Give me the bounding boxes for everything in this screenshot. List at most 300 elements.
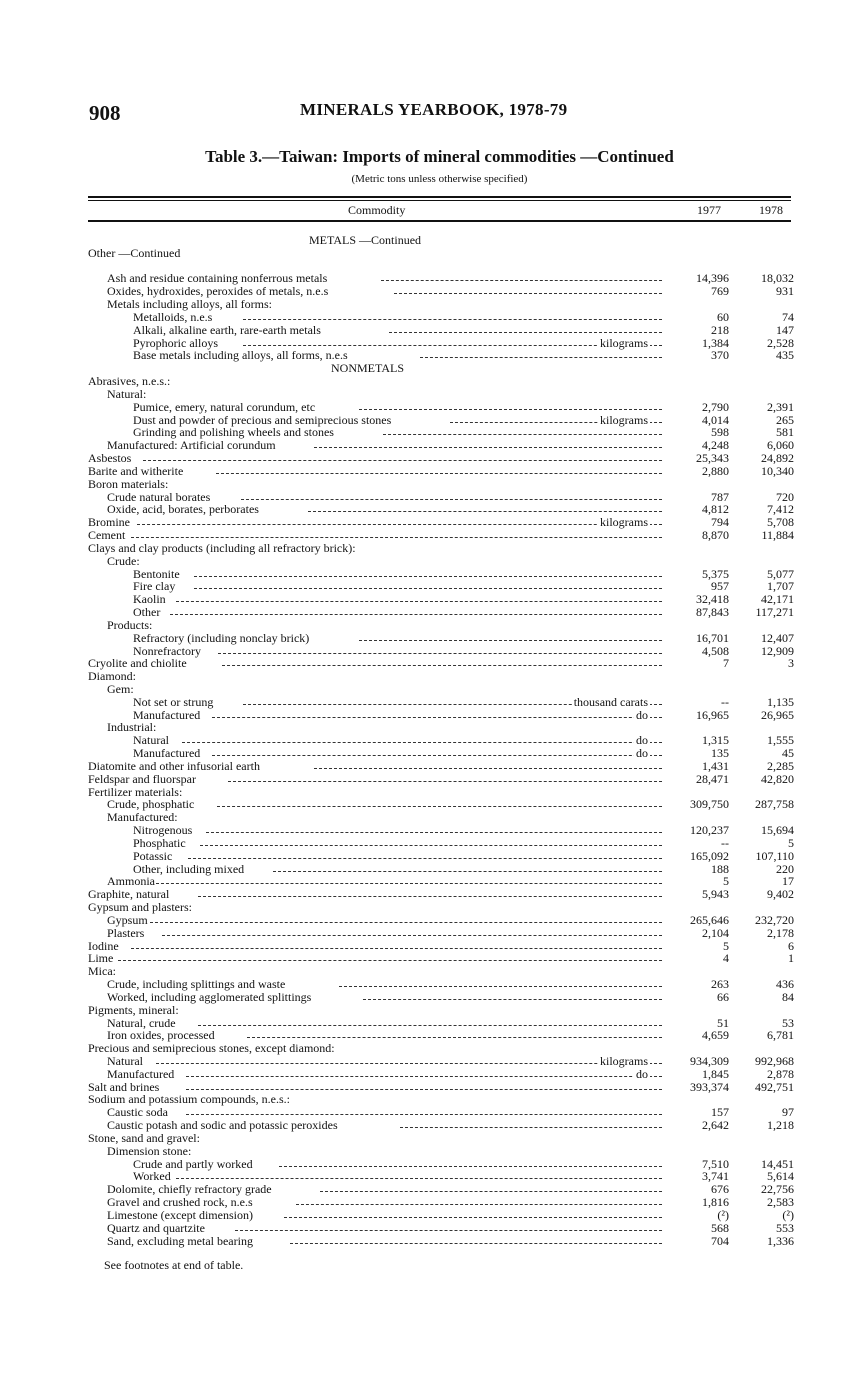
dot-leader	[212, 717, 662, 718]
cell-1977: 2,880	[702, 463, 729, 478]
dot-leader	[186, 1089, 663, 1090]
cell-1978: (²)	[782, 1207, 794, 1222]
row-label: Pumice, emery, natural corundum, etc	[133, 399, 316, 414]
cell-1978: 2,878	[767, 1066, 794, 1081]
table-row	[0, 901, 867, 914]
cell-1978: 42,171	[761, 592, 794, 607]
dot-leader	[194, 576, 662, 577]
cell-1977: 370	[711, 348, 729, 363]
cell-1977: 5	[723, 874, 729, 889]
dot-leader	[314, 768, 662, 769]
cell-1978: 117,271	[755, 605, 794, 620]
table-row	[0, 465, 867, 478]
cell-1977: 2,642	[702, 1118, 729, 1133]
cell-1977: 265,646	[690, 912, 729, 927]
dot-leader	[206, 832, 662, 833]
dot-leader	[198, 896, 662, 897]
column-header-1977: 1977	[697, 203, 721, 217]
table-row	[0, 991, 867, 1004]
dot-leader	[131, 948, 662, 949]
row-label: Cement	[88, 528, 126, 543]
row-label: Alkali, alkaline earth, rare-earth metals	[133, 322, 321, 337]
table-row	[0, 1222, 867, 1235]
dot-leader	[182, 742, 662, 743]
row-label: Worked, including agglomerated splittings	[107, 989, 312, 1004]
table-row	[0, 683, 867, 696]
row-label: Diamond:	[88, 669, 136, 684]
cell-1978: 42,820	[761, 771, 794, 786]
row-label: Worked	[133, 1169, 171, 1184]
row-label: Dust and powder of precious and semiprecious stones	[133, 412, 392, 427]
row-label: Crude natural borates	[107, 489, 211, 504]
cell-1978: 436	[776, 977, 794, 992]
cell-1978: 2,178	[767, 925, 794, 940]
cell-1977: 1,431	[702, 758, 729, 773]
cell-1978: 435	[776, 348, 794, 363]
table-subtitle-text: (Metric tons unless otherwise specified)	[351, 173, 528, 185]
row-label: Crude:	[107, 553, 140, 568]
cell-1977: 2,104	[702, 925, 729, 940]
table-row	[0, 478, 867, 491]
cell-1977: 4	[723, 951, 729, 966]
cell-1978: 15,694	[761, 823, 794, 838]
cell-1977: 87,843	[696, 605, 729, 620]
cell-1978: 97	[782, 1105, 794, 1120]
running-title: MINERALS YEARBOOK, 1978-79	[300, 100, 568, 119]
row-label: Precious and semiprecious stones, except diamond:	[88, 1041, 335, 1056]
cell-1978: 6	[788, 938, 794, 953]
cell-1978: 6,781	[767, 1028, 794, 1043]
dot-leader	[194, 588, 662, 589]
row-label: Cryolite and chiolite	[88, 656, 187, 671]
row-label: Sodium and potassium compounds, n.e.s.:	[88, 1092, 290, 1107]
dot-leader	[308, 511, 662, 512]
row-unit: do	[636, 707, 648, 722]
dot-leader	[243, 319, 662, 320]
row-label: Crude, including splittings and waste	[107, 977, 286, 992]
cell-1977: 66	[717, 989, 729, 1004]
table-row	[0, 555, 867, 568]
cell-1977: 309,750	[690, 797, 729, 812]
table-row	[0, 401, 867, 414]
dot-leader	[200, 845, 662, 846]
table-row	[0, 824, 867, 837]
cell-1977: 2,790	[702, 399, 729, 414]
row-label: Natural, crude	[107, 1015, 176, 1030]
cell-1978: 492,751	[755, 1079, 794, 1094]
cell-1977: 28,471	[696, 771, 729, 786]
top-rule	[88, 196, 791, 198]
row-label: Limestone (except dimension)	[107, 1207, 253, 1222]
table-subtitle	[0, 173, 867, 185]
cell-1978: 7,412	[767, 502, 794, 517]
page-number: 908	[89, 101, 121, 125]
table-title	[0, 147, 867, 167]
cell-1977: --	[721, 835, 729, 850]
cell-1977: 1,845	[702, 1066, 729, 1081]
table-row	[0, 1055, 867, 1068]
table-row	[0, 516, 867, 529]
dot-leader	[400, 1127, 662, 1128]
dot-leader	[170, 614, 663, 615]
dot-leader	[247, 1037, 662, 1038]
dot-leader	[131, 537, 662, 538]
dot-leader	[216, 473, 662, 474]
cell-1977: 4,812	[702, 502, 729, 517]
dot-leader	[212, 755, 662, 756]
row-unit: kilograms	[600, 1054, 648, 1068]
cell-1978: 1,218	[767, 1118, 794, 1133]
row-unit: kilograms	[600, 335, 648, 350]
dot-leader	[186, 1076, 662, 1077]
table-row	[0, 375, 867, 388]
table-row	[0, 529, 867, 542]
cell-1978: 17	[782, 874, 794, 889]
table-row	[0, 619, 867, 632]
cell-1977: 794	[711, 515, 729, 530]
cell-1978: 53	[782, 1015, 794, 1030]
row-label: Gypsum and plasters:	[88, 900, 192, 915]
row-label: Other, including mixed	[133, 861, 245, 876]
table-row	[0, 324, 867, 337]
row-label: Metals including alloys, all forms:	[107, 297, 272, 312]
dot-leader	[359, 409, 662, 410]
row-label: Pigments, mineral:	[88, 1002, 179, 1017]
row-label: Feldspar and fluorspar	[88, 771, 196, 786]
cell-1978: 1,555	[767, 733, 794, 748]
dot-leader	[222, 665, 662, 666]
row-label: Graphite, natural	[88, 887, 170, 902]
row-label: Manufactured:	[107, 810, 178, 825]
table-row	[0, 940, 867, 953]
table-row	[0, 952, 867, 965]
cell-1977: 4,248	[702, 438, 729, 453]
top-rule-thin	[88, 200, 791, 201]
row-label: Base metals including alloys, all forms, n.e.s	[133, 348, 348, 363]
row-label: Oxide, acid, borates, perborates	[107, 502, 259, 517]
cell-1977: 957	[711, 579, 729, 594]
dot-leader	[143, 460, 662, 461]
row-label: Industrial:	[107, 720, 157, 735]
cell-1978: 1,135	[767, 694, 794, 709]
dot-leader	[241, 499, 662, 500]
row-label: Plasters	[107, 925, 145, 940]
dot-leader	[217, 806, 662, 807]
dot-leader	[279, 1166, 662, 1167]
table-row	[0, 388, 867, 401]
dot-leader	[156, 1063, 662, 1064]
table-row	[0, 452, 867, 465]
row-label: Manufactured	[107, 1066, 175, 1081]
row-label: Sand, excluding metal bearing	[107, 1233, 253, 1248]
dot-leader	[339, 986, 662, 987]
row-unit: kilograms	[600, 515, 648, 530]
column-header-commodity: Commodity	[348, 203, 406, 217]
column-header-1978: 1978	[759, 203, 783, 217]
table-row	[0, 927, 867, 940]
cell-1977: 4,659	[702, 1028, 729, 1043]
table-row	[0, 734, 867, 747]
table-row	[0, 298, 867, 311]
row-label: Ash and residue containing nonferrous metals	[107, 271, 328, 286]
cell-1978: 12,909	[761, 643, 794, 658]
row-label: Manufactured	[133, 707, 201, 722]
dot-leader	[389, 332, 662, 333]
table-row	[0, 1158, 867, 1171]
row-label: Natural	[107, 1054, 143, 1068]
section-heading-label: NONMETALS	[331, 361, 405, 376]
dot-leader	[156, 883, 662, 884]
row-label: Bentonite	[133, 566, 180, 581]
table-row	[0, 696, 867, 709]
dot-leader	[235, 1230, 662, 1231]
cell-1978: 1,336	[767, 1233, 794, 1248]
cell-1977: 32,418	[696, 592, 729, 607]
cell-1977: 676	[711, 1182, 729, 1197]
cell-1978: 10,340	[761, 463, 794, 478]
row-label: Fire clay	[133, 579, 176, 594]
row-label: Crude and partly worked	[133, 1156, 253, 1171]
table-row	[0, 773, 867, 786]
dot-leader	[296, 1204, 662, 1205]
dot-leader	[383, 434, 662, 435]
table-row	[0, 503, 867, 516]
table-row	[0, 1132, 867, 1145]
row-label: Gem:	[107, 681, 134, 696]
row-label: Phosphatic	[133, 835, 186, 850]
cell-1978: 2,583	[767, 1195, 794, 1210]
cell-1977: 16,701	[696, 630, 729, 645]
table-row	[0, 760, 867, 773]
cell-1977: 7	[723, 656, 729, 671]
row-label: Caustic soda	[107, 1105, 168, 1120]
cell-1978: 2,528	[767, 335, 794, 350]
section-heading	[0, 234, 867, 247]
dot-leader	[284, 1217, 662, 1218]
row-label: Pyrophoric alloys	[133, 335, 218, 350]
table-row	[0, 1196, 867, 1209]
cell-1977: 188	[711, 861, 729, 876]
row-label: Stone, sand and gravel:	[88, 1130, 200, 1145]
cell-1978: 12,407	[761, 630, 794, 645]
cell-1977: 598	[711, 425, 729, 440]
cell-1977: 934,309	[690, 1054, 729, 1068]
cell-1977: 7,510	[702, 1156, 729, 1171]
cell-1977: 25,343	[696, 451, 729, 466]
cell-1978: 992,968	[755, 1054, 794, 1068]
cell-1978: 1,707	[767, 579, 794, 594]
row-label: Natural:	[107, 386, 147, 401]
cell-1977: 135	[711, 746, 729, 761]
table-row	[0, 349, 867, 362]
row-unit: thousand carats	[573, 694, 648, 709]
cell-1978: 5,708	[767, 515, 794, 530]
row-label: Oxides, hydroxides, peroxides of metals, n.e.s	[107, 284, 329, 299]
cell-1978: 11,884	[761, 528, 794, 543]
table-row	[0, 632, 867, 645]
row-label: Boron materials:	[88, 476, 169, 491]
cell-1978: 2,285	[767, 758, 794, 773]
cell-1977: 8,870	[702, 528, 729, 543]
cell-1978: 3	[788, 656, 794, 671]
header-bottom-rule	[88, 220, 791, 222]
row-label: Manufactured	[133, 746, 201, 761]
row-unit: do	[636, 1066, 648, 1081]
row-label: Bromine	[88, 515, 130, 530]
cell-1978: 220	[776, 861, 794, 876]
table-row	[0, 914, 867, 927]
cell-1978: 26,965	[761, 707, 794, 722]
row-label: Caustic potash and sodic and potassic peroxides	[107, 1118, 338, 1133]
row-label: Iodine	[88, 938, 119, 953]
row-label: Barite and witherite	[88, 463, 184, 478]
cell-1977: 16,965	[696, 707, 729, 722]
row-label: Mica:	[88, 964, 116, 979]
table-title-text: Table 3.—Taiwan: Imports of mineral commodities —Continued	[205, 147, 674, 166]
cell-1978: 581	[776, 425, 794, 440]
dot-leader	[218, 653, 662, 654]
row-label: Metalloids, n.e.s	[133, 309, 213, 324]
row-label: Grinding and polishing wheels and stones	[133, 425, 334, 440]
dot-leader	[176, 1178, 662, 1179]
cell-1978: 107,110	[755, 848, 794, 863]
cell-1978: 5,614	[767, 1169, 794, 1184]
table-row	[0, 337, 867, 350]
row-unit: do	[636, 746, 648, 761]
footnote: See footnotes at end of table.	[104, 1258, 244, 1272]
table-row	[0, 1068, 867, 1081]
cell-1978: 720	[776, 489, 794, 504]
table-row	[0, 1235, 867, 1248]
cell-1978: 18,032	[761, 271, 794, 286]
table-row	[0, 1145, 867, 1158]
table-row	[0, 1209, 867, 1222]
row-label: Quartz and quartzite	[107, 1220, 205, 1235]
dot-leader	[186, 1114, 662, 1115]
cell-1978: 5	[788, 835, 794, 850]
row-label: Diatomite and other infusorial earth	[88, 758, 260, 773]
row-label: Gypsum	[107, 912, 148, 927]
cell-1978: 22,756	[761, 1182, 794, 1197]
dot-leader	[176, 601, 662, 602]
table-body	[0, 234, 867, 1247]
cell-1978: 287,758	[755, 797, 794, 812]
row-label: Potassic	[133, 848, 173, 863]
section-heading-label: METALS —Continued	[309, 233, 422, 247]
cell-1977: 5,943	[702, 887, 729, 902]
table-row	[0, 850, 867, 863]
table-row	[0, 414, 867, 427]
cell-1978: 84	[782, 989, 794, 1004]
row-label: Salt and brines	[88, 1079, 160, 1094]
cell-1978: 553	[776, 1220, 794, 1235]
row-label: Refractory (including nonclay brick)	[133, 630, 310, 645]
cell-1977: 51	[717, 1015, 729, 1030]
dot-leader	[314, 447, 662, 448]
cell-1977: 769	[711, 284, 729, 299]
cell-1978: 45	[782, 746, 794, 761]
cell-1977: 568	[711, 1220, 729, 1235]
row-label: Nitrogenous	[133, 823, 193, 838]
row-unit: kilograms	[600, 412, 648, 427]
cell-1977: 218	[711, 322, 729, 337]
cell-1978: 5,077	[767, 566, 794, 581]
cell-1977: 4,508	[702, 643, 729, 658]
cell-1977: 165,092	[690, 848, 729, 863]
cell-1977: 263	[711, 977, 729, 992]
row-label: Gravel and crushed rock, n.e.s	[107, 1195, 253, 1210]
row-label: Products:	[107, 617, 153, 632]
dot-leader	[420, 357, 662, 358]
row-label: Abrasives, n.e.s.:	[88, 374, 171, 389]
table-row	[0, 568, 867, 581]
cell-1978: 1	[788, 951, 794, 966]
dot-leader	[290, 1243, 662, 1244]
cell-1977: 157	[711, 1105, 729, 1120]
cell-1977: 4,014	[702, 412, 729, 427]
cell-1977: 1,816	[702, 1195, 729, 1210]
row-label: Dolomite, chiefly refractory grade	[107, 1182, 272, 1197]
row-label: Dimension stone:	[107, 1143, 192, 1158]
cell-1977: (²)	[717, 1207, 729, 1222]
row-label: Natural	[133, 733, 169, 748]
row-label: Other —Continued	[88, 245, 181, 260]
cell-1977: 3,741	[702, 1169, 729, 1184]
row-label: Nonrefractory	[133, 643, 201, 658]
dot-leader	[273, 871, 662, 872]
row-label: Kaolin	[133, 592, 166, 607]
row-label: Fertilizer materials:	[88, 784, 183, 799]
cell-1977: 120,237	[690, 823, 729, 838]
dot-leader	[228, 781, 662, 782]
dot-leader	[198, 1025, 662, 1026]
cell-1978: 14,451	[761, 1156, 794, 1171]
cell-1977: 60	[717, 309, 729, 324]
dot-leader	[394, 293, 662, 294]
cell-1977: --	[721, 694, 729, 709]
cell-1978: 931	[776, 284, 794, 299]
dot-leader	[188, 858, 662, 859]
dot-leader	[118, 960, 662, 961]
table-row	[0, 837, 867, 850]
row-label: Asbestos	[88, 451, 132, 466]
table-row	[0, 606, 867, 619]
table-row	[0, 721, 867, 734]
cell-1977: 1,315	[702, 733, 729, 748]
cell-1977: 14,396	[696, 271, 729, 286]
cell-1978: 2,391	[767, 399, 794, 414]
table-row	[0, 1004, 867, 1017]
cell-1977: 1,384	[702, 335, 729, 350]
cell-1977: 393,374	[690, 1079, 729, 1094]
table-row	[0, 311, 867, 324]
cell-1978: 74	[782, 309, 794, 324]
table-row	[0, 978, 867, 991]
row-label: Ammonia	[107, 874, 155, 889]
cell-1978: 232,720	[755, 912, 794, 927]
table-row	[0, 811, 867, 824]
dot-leader	[359, 640, 662, 641]
table-row	[0, 580, 867, 593]
row-label: Clays and clay products (including all refractory brick):	[88, 540, 356, 555]
dot-leader	[363, 999, 662, 1000]
row-label: Manufactured: Artificial corundum	[107, 438, 276, 453]
cell-1978: 147	[776, 322, 794, 337]
cell-1978: 265	[776, 412, 794, 427]
cell-1977: 5,375	[702, 566, 729, 581]
row-label: Lime	[88, 951, 114, 966]
row-label: Other	[133, 605, 161, 620]
